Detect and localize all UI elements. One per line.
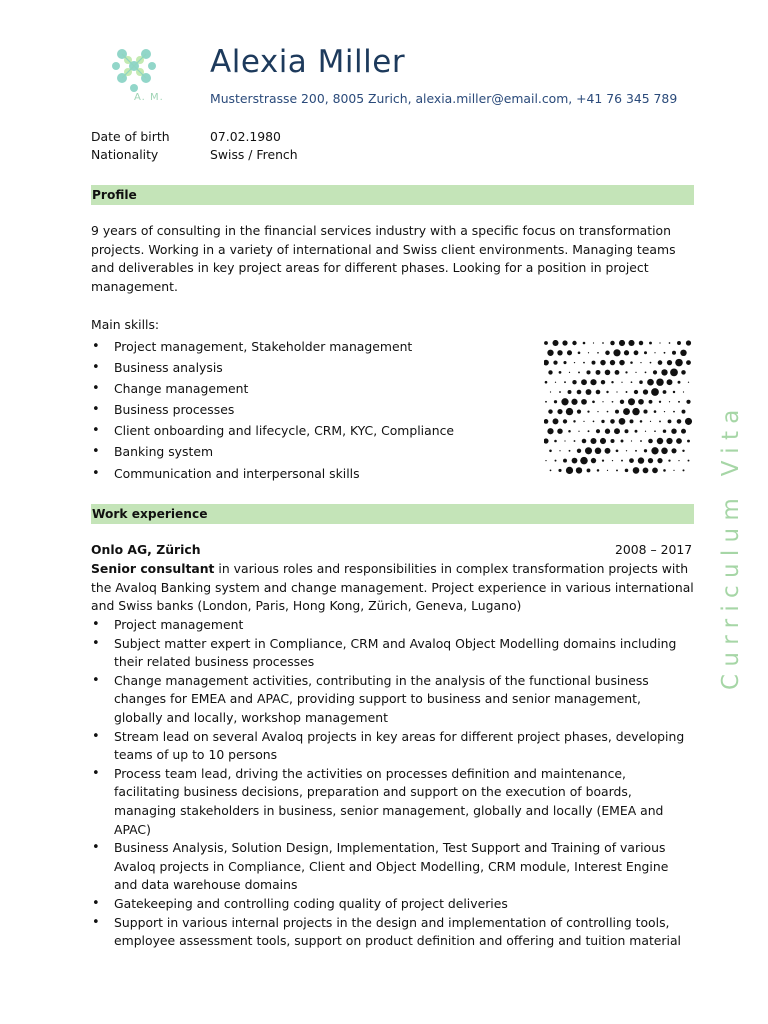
work-bullet bbox=[91, 616, 684, 635]
halftone-dot bbox=[682, 469, 684, 471]
halftone-dot bbox=[562, 340, 567, 345]
halftone-dot bbox=[644, 351, 647, 354]
halftone-dot bbox=[547, 350, 553, 356]
halftone-dot bbox=[612, 460, 613, 461]
halftone-dot bbox=[630, 361, 633, 364]
bullet-line: • Subject matter expert in Compliance, CRM and Avaloq Object Modelling domains including bbox=[114, 635, 677, 651]
halftone-dot bbox=[585, 447, 592, 454]
halftone-dot bbox=[563, 459, 567, 463]
halftone-dot bbox=[670, 369, 678, 377]
halftone-dot bbox=[596, 390, 601, 395]
halftone-dot bbox=[597, 469, 600, 472]
halftone-dot bbox=[686, 340, 691, 345]
halftone-dot bbox=[605, 429, 610, 434]
halftone-dot bbox=[620, 400, 624, 404]
bullet-line: • Stream lead on several Avaloq projects in key areas for different project phases, developing bbox=[114, 728, 685, 744]
halftone-dot bbox=[640, 440, 642, 442]
halftone-dot bbox=[631, 440, 632, 441]
bullet-line: APAC) bbox=[114, 821, 151, 837]
halftone-dot bbox=[621, 460, 623, 462]
skill-item: • Banking system bbox=[91, 441, 454, 462]
halftone-dot bbox=[669, 401, 670, 402]
halftone-dot bbox=[597, 411, 598, 412]
halftone-dot bbox=[643, 468, 649, 474]
halftone-dot bbox=[555, 460, 557, 462]
company-name: Onlo AG, Zürich bbox=[91, 542, 201, 557]
halftone-dot bbox=[578, 371, 580, 373]
profile-summary bbox=[91, 222, 699, 296]
halftone-dot bbox=[558, 469, 561, 472]
halftone-dot bbox=[583, 362, 585, 364]
halftone-dot bbox=[597, 352, 599, 354]
role-intro-line: and Swiss banks (London, Paris, Hong Kong, Zürich, Geneva, Lugano) bbox=[91, 598, 522, 614]
halftone-dot bbox=[616, 449, 619, 452]
halftone-dot bbox=[580, 457, 588, 465]
halftone-dot bbox=[545, 381, 548, 384]
halftone-dot bbox=[635, 450, 637, 452]
work-bullet bbox=[91, 895, 684, 914]
halftone-dot bbox=[638, 457, 644, 463]
halftone-dot bbox=[578, 431, 579, 432]
halftone-dot bbox=[623, 408, 630, 415]
halftone-dot bbox=[654, 410, 657, 413]
halftone-dot bbox=[664, 352, 666, 354]
skills-label: Main skills: bbox=[91, 317, 160, 332]
halftone-dot bbox=[625, 469, 629, 473]
halftone-dot bbox=[614, 428, 620, 434]
halftone-dot bbox=[632, 408, 639, 415]
halftone-dot bbox=[545, 401, 547, 403]
halftone-dot bbox=[588, 352, 589, 353]
halftone-dot bbox=[661, 369, 667, 375]
profile-line: projects. Working in a variety of international and Swiss client environments. Managing teams bbox=[91, 241, 676, 257]
halftone-dot bbox=[677, 419, 682, 424]
halftone-dot bbox=[581, 399, 587, 405]
halftone-dot bbox=[677, 341, 681, 345]
logo-initials: A. M. bbox=[134, 92, 164, 103]
halftone-dot bbox=[572, 380, 576, 384]
halftone-dot bbox=[616, 391, 617, 392]
halftone-dot bbox=[587, 410, 589, 412]
halftone-dot bbox=[588, 430, 590, 432]
halftone-dot bbox=[653, 370, 657, 374]
halftone-dot bbox=[605, 370, 611, 376]
halftone-dot bbox=[639, 380, 643, 384]
bullet-line: Avaloq projects in Compliance, Client and Object Modelling, CRM module, Interest Engine bbox=[114, 858, 669, 874]
halftone-dot bbox=[544, 419, 548, 424]
halftone-dot bbox=[619, 360, 625, 366]
halftone-dot bbox=[559, 391, 561, 393]
halftone-dot bbox=[645, 431, 646, 432]
halftone-dot bbox=[649, 342, 652, 345]
halftone-dot bbox=[625, 429, 629, 433]
halftone-dot bbox=[673, 411, 675, 413]
halftone-dot bbox=[626, 450, 627, 451]
halftone-dot bbox=[590, 379, 596, 385]
bullet-line: • Process team lead, driving the activities on processes definition and maintenance, bbox=[114, 765, 626, 781]
bullet-line: employee assessment tools, support on product definition and offering and tuition material bbox=[114, 933, 681, 949]
halftone-dot bbox=[621, 440, 624, 443]
halftone-dot bbox=[545, 460, 546, 461]
halftone-dot bbox=[633, 467, 640, 474]
halftone-dot bbox=[566, 467, 573, 474]
halftone-dot bbox=[583, 421, 584, 422]
work-heading: Work experience bbox=[92, 507, 208, 521]
halftone-dot bbox=[601, 380, 605, 384]
halftone-dot bbox=[673, 470, 674, 471]
halftone-dot bbox=[610, 341, 614, 345]
halftone-dot bbox=[610, 439, 614, 443]
halftone-dot bbox=[572, 341, 576, 345]
halftone-dot bbox=[564, 381, 566, 383]
halftone-dot bbox=[647, 379, 654, 386]
halftone-dot bbox=[678, 401, 680, 403]
halftone-dot bbox=[559, 450, 560, 451]
halftone-dot bbox=[607, 411, 609, 413]
halftone-dot bbox=[648, 439, 653, 444]
halftone-dot bbox=[628, 398, 635, 405]
halftone-dot bbox=[669, 342, 671, 344]
halftone-dot bbox=[587, 468, 591, 472]
skill-item: • Business analysis bbox=[91, 357, 454, 378]
halftone-dot bbox=[563, 419, 567, 423]
halftone-dot bbox=[596, 429, 600, 433]
work-bullet bbox=[91, 728, 684, 765]
halftone-dot bbox=[605, 448, 611, 454]
halftone-dot bbox=[676, 438, 682, 444]
halftone-dot bbox=[688, 382, 689, 383]
halftone-dot bbox=[557, 409, 562, 414]
skill-item: • Client onboarding and lifecycle, CRM, KYC, Compliance bbox=[91, 420, 454, 441]
halftone-dot bbox=[626, 391, 628, 393]
halftone-dot bbox=[593, 342, 594, 343]
halftone-dot bbox=[681, 429, 686, 434]
role-title: Senior consultant bbox=[91, 561, 215, 576]
halftone-dot bbox=[595, 448, 602, 455]
halftone-dot bbox=[634, 390, 638, 394]
halftone-dot bbox=[654, 352, 655, 353]
halftone-dot bbox=[573, 420, 575, 422]
halftone-dot bbox=[554, 400, 557, 403]
halftone-dot bbox=[651, 447, 658, 454]
halftone-dot bbox=[615, 410, 619, 414]
work-bullet bbox=[91, 765, 684, 839]
halftone-dot bbox=[657, 438, 663, 444]
halftone-dot bbox=[577, 410, 581, 414]
halftone-dot bbox=[664, 411, 665, 412]
halftone-dot bbox=[687, 440, 690, 443]
halftone-dot bbox=[557, 428, 562, 433]
halftone-dot bbox=[663, 469, 666, 472]
nationality-label: Nationality bbox=[91, 147, 159, 162]
halftone-dot bbox=[548, 409, 552, 413]
halftone-dot bbox=[544, 360, 549, 366]
halftone-dot bbox=[578, 351, 581, 354]
birth-value: 07.02.1980 bbox=[210, 129, 281, 144]
halftone-dot bbox=[634, 350, 639, 355]
halftone-dot bbox=[568, 430, 571, 433]
halftone-dot bbox=[610, 419, 615, 424]
halftone-dot bbox=[683, 391, 684, 392]
role-intro-line: the Avaloq Banking system and change management. Project experience in various international bbox=[91, 579, 694, 595]
halftone-dot bbox=[605, 351, 610, 356]
halftone-dot bbox=[659, 401, 661, 403]
halftone-dot bbox=[663, 390, 667, 394]
halftone-dot bbox=[574, 362, 575, 363]
halftone-dot bbox=[673, 391, 675, 393]
halftone-pattern-image bbox=[544, 340, 694, 478]
skill-item: • Project management, Stakeholder management bbox=[91, 336, 454, 357]
bullet-line: • Change management activities, contributing in the analysis of the functional business bbox=[114, 672, 649, 688]
profile-heading-bar bbox=[91, 185, 694, 205]
role-intro-line: in various roles and responsibilities in complex transformation projects with bbox=[214, 561, 689, 576]
halftone-dot bbox=[661, 448, 668, 455]
halftone-dot bbox=[668, 419, 672, 423]
halftone-dot bbox=[552, 340, 558, 346]
halftone-dot bbox=[592, 400, 595, 403]
skill-item: • Communication and interpersonal skills bbox=[91, 463, 454, 484]
skills-list bbox=[91, 336, 454, 484]
halftone-dot bbox=[651, 388, 659, 396]
halftone-dot bbox=[686, 400, 690, 404]
bullet-line: • Gatekeeping and controlling coding quality of project deliveries bbox=[114, 895, 508, 911]
halftone-dot bbox=[688, 460, 690, 462]
halftone-dot bbox=[590, 438, 596, 444]
halftone-dot bbox=[658, 360, 663, 365]
halftone-dot bbox=[574, 440, 576, 442]
halftone-dot bbox=[611, 381, 613, 383]
halftone-dot bbox=[616, 469, 618, 471]
halftone-dot bbox=[644, 449, 647, 452]
halftone-dot bbox=[577, 449, 581, 453]
bullet-line: managing stakeholders in business, senior management, globally and locally (EMEA and bbox=[114, 802, 664, 818]
halftone-dot bbox=[678, 381, 681, 384]
halftone-dot bbox=[577, 390, 582, 395]
role-intro bbox=[91, 560, 699, 616]
halftone-dot bbox=[566, 408, 573, 415]
halftone-dot bbox=[559, 371, 562, 374]
halftone-dot bbox=[680, 350, 686, 356]
halftone-dot bbox=[639, 341, 643, 345]
halftone-dot bbox=[586, 389, 592, 395]
halftone-dot bbox=[600, 360, 605, 365]
halftone-dot bbox=[657, 458, 662, 463]
halftone-dot bbox=[666, 438, 672, 444]
halftone-dot bbox=[554, 440, 557, 443]
work-bullet bbox=[91, 839, 684, 895]
halftone-dot bbox=[606, 391, 608, 393]
halftone-dot bbox=[547, 428, 553, 434]
halftone-dot bbox=[638, 399, 644, 405]
halftone-dot bbox=[553, 360, 557, 364]
halftone-dot bbox=[631, 381, 633, 383]
halftone-dot bbox=[678, 460, 679, 461]
halftone-dot bbox=[624, 350, 629, 355]
halftone-dot bbox=[549, 450, 552, 453]
halftone-dot bbox=[602, 459, 604, 461]
halftone-dot bbox=[652, 468, 658, 474]
halftone-dot bbox=[576, 467, 582, 473]
halftone-dot bbox=[672, 351, 676, 355]
profile-line: and deliverables in key project areas for different phases. Looking for a position in project bbox=[91, 260, 649, 276]
halftone-dot bbox=[591, 458, 596, 463]
halftone-dot bbox=[625, 371, 627, 373]
halftone-dot bbox=[602, 342, 604, 344]
halftone-dot bbox=[600, 438, 606, 444]
halftone-dot bbox=[583, 342, 586, 345]
halftone-dot bbox=[656, 378, 663, 385]
halftone-dot bbox=[650, 421, 651, 422]
work-bullet bbox=[91, 672, 684, 728]
bullet-line: and data warehouse domains bbox=[114, 877, 298, 893]
halftone-dot bbox=[615, 370, 620, 375]
halftone-dot bbox=[659, 342, 660, 343]
halftone-dot bbox=[544, 438, 549, 443]
halftone-dot bbox=[659, 420, 661, 422]
halftone-dot bbox=[681, 370, 686, 375]
halftone-dot bbox=[581, 379, 587, 385]
bullet-line: facilitating business decisions, preparation and support on the execution of boards, bbox=[114, 784, 632, 800]
halftone-dot bbox=[645, 372, 647, 374]
bullet-line: globally and locally, workshop management bbox=[114, 709, 388, 725]
halftone-dot bbox=[561, 398, 568, 405]
halftone-dot bbox=[568, 390, 572, 394]
bullet-line: their related business processes bbox=[114, 654, 315, 670]
birth-label: Date of birth bbox=[91, 129, 170, 144]
halftone-dot bbox=[571, 399, 577, 405]
work-bullet bbox=[91, 914, 684, 951]
halftone-dot bbox=[621, 382, 622, 383]
halftone-dot bbox=[572, 458, 578, 464]
halftone-dot bbox=[686, 360, 691, 365]
halftone-dot bbox=[553, 418, 559, 424]
halftone-dot bbox=[648, 458, 653, 463]
halftone-dot bbox=[563, 361, 566, 364]
halftone-dot bbox=[628, 340, 634, 346]
halftone-dot bbox=[629, 458, 634, 463]
halftone-dot bbox=[668, 459, 670, 461]
halftone-dot bbox=[582, 439, 587, 444]
profile-line: 9 years of consulting in the financial services industry with a specific focus on transformation bbox=[91, 223, 671, 238]
bullet-line: • Business Analysis, Solution Design, Implementation, Test Support and Training of various bbox=[114, 840, 666, 856]
work-bullet bbox=[91, 635, 684, 672]
halftone-dot bbox=[548, 370, 552, 374]
halftone-dot bbox=[557, 350, 562, 355]
profile-heading: Profile bbox=[92, 188, 137, 202]
halftone-dot bbox=[635, 372, 636, 373]
halftone-dot bbox=[619, 340, 625, 346]
halftone-dot bbox=[550, 391, 551, 392]
halftone-dot bbox=[550, 470, 552, 472]
halftone-dot bbox=[640, 420, 643, 423]
halftone-dot bbox=[592, 361, 596, 365]
profile-line: management. bbox=[91, 278, 178, 294]
halftone-dot bbox=[555, 382, 556, 383]
halftone-dot bbox=[667, 379, 673, 385]
halftone-dot bbox=[630, 419, 634, 423]
halftone-dot bbox=[663, 429, 666, 432]
halftone-dot bbox=[613, 349, 620, 356]
halftone-dot bbox=[601, 420, 604, 423]
halftone-dot bbox=[682, 410, 686, 414]
halftone-dot bbox=[650, 362, 652, 364]
halftone-dot bbox=[671, 448, 676, 453]
candidate-name: Alexia Miller bbox=[210, 44, 406, 80]
halftone-dot bbox=[675, 359, 683, 367]
bullet-line: • Support in various internal projects in the design and implementation of controlling tools, bbox=[114, 914, 670, 930]
skill-item: • Change management bbox=[91, 378, 454, 399]
halftone-dot bbox=[667, 360, 672, 365]
halftone-dot bbox=[596, 370, 601, 375]
bullet-line: teams of up to 10 persons bbox=[114, 747, 278, 763]
skill-item: • Business processes bbox=[91, 399, 454, 420]
halftone-dot bbox=[544, 341, 548, 345]
halftone-dot bbox=[649, 400, 653, 404]
halftone-dot bbox=[593, 421, 595, 423]
bullet-line: • Project management bbox=[114, 617, 244, 632]
halftone-dot bbox=[586, 370, 590, 374]
work-heading-bar bbox=[91, 504, 694, 524]
work-bullets bbox=[91, 616, 684, 951]
halftone-dot bbox=[610, 360, 615, 365]
halftone-dot bbox=[569, 450, 571, 452]
halftone-dot bbox=[671, 428, 676, 433]
halftone-dot bbox=[607, 470, 608, 471]
halftone-dot bbox=[612, 401, 614, 403]
halftone-dot bbox=[569, 372, 570, 373]
halftone-dot bbox=[564, 440, 565, 441]
halftone-dot bbox=[685, 418, 692, 425]
employment-years: 2008 – 2017 bbox=[615, 542, 693, 557]
halftone-dot bbox=[635, 430, 638, 433]
curriculum-vitae-side-title: Curriculum Vita bbox=[718, 402, 744, 690]
halftone-dot bbox=[643, 389, 648, 394]
halftone-dot bbox=[682, 450, 684, 452]
halftone-dot bbox=[654, 430, 656, 432]
bullet-line: changes for EMEA and APAC, providing support to business and senior management, bbox=[114, 691, 641, 707]
contact-line: Musterstrasse 200, 8005 Zurich, alexia.miller@email.com, +41 76 345 789 bbox=[210, 91, 678, 106]
halftone-dot bbox=[602, 401, 603, 402]
halftone-dot bbox=[643, 410, 647, 414]
halftone-dot bbox=[567, 350, 572, 355]
halftone-dot bbox=[619, 418, 626, 425]
halftone-dot bbox=[640, 362, 641, 363]
nationality-value: Swiss / French bbox=[210, 147, 298, 162]
